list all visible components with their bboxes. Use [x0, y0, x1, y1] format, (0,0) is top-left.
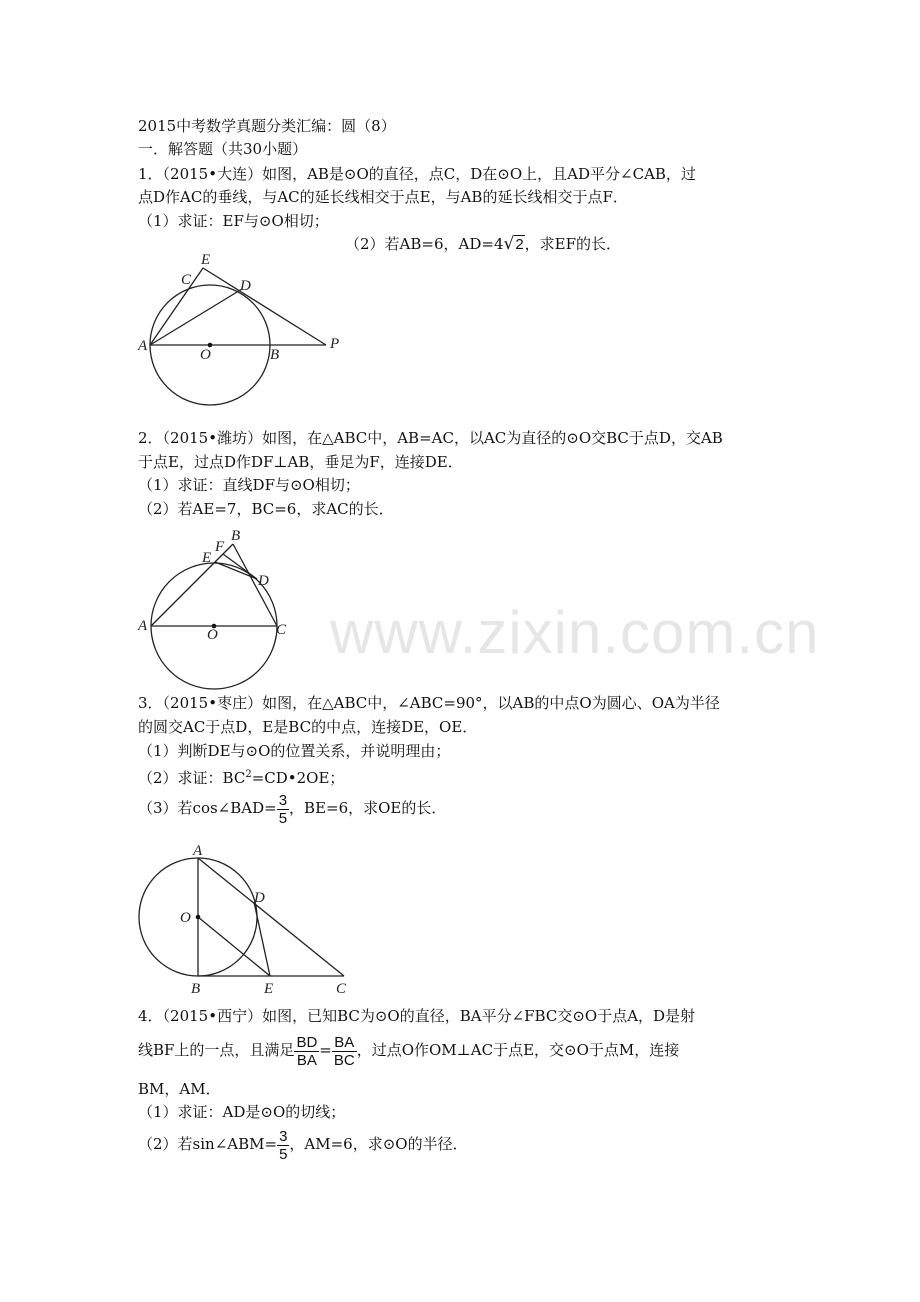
point-label-a: A	[138, 338, 148, 354]
problem-4-question-2: （2）若sin∠ABM= $\frac{3}{5}$ ，AM=6，求⊙O的半径．	[138, 1127, 468, 1163]
fraction-bd-ba: $\frac{BD}{BA}$	[296, 1033, 318, 1069]
point-label-e: E	[202, 550, 212, 566]
point-label-b: B	[231, 528, 241, 544]
document-title: 2015中考数学真题分类汇编：圆（8）	[138, 117, 396, 135]
point-label-a: A	[138, 618, 148, 634]
point-label-f: F	[215, 539, 225, 555]
problem-1-question-2: （2）若AB=6，AD=4√2，求EF的长．	[345, 234, 622, 254]
problem-number: 2．	[138, 429, 163, 447]
point-label-b: B	[270, 347, 280, 363]
problem-4-question-1: （1）求证：AD是⊙O的切线；	[138, 1103, 346, 1121]
problem-number: 3．	[138, 694, 163, 712]
point-label-b: B	[191, 981, 201, 997]
problem-3-figure	[136, 838, 366, 998]
problem-4-statement-line-1: 4．（2015•西宁）如图，已知BC为⊙O的直径，BA平分∠FBC交⊙O于点A，D是射	[138, 1007, 696, 1025]
watermark-text: www.zixin.com.cn	[330, 599, 820, 666]
problem-2-question-1: （1）求证：直线DF与⊙O相切；	[138, 476, 360, 494]
radical-value: 2	[515, 236, 524, 253]
fraction: $\frac{3}{5}$	[279, 1127, 288, 1163]
problem-3-question-3: （3）若cos∠BAD= $\frac{3}{5}$ ，BE=6，求OE的长．	[138, 791, 447, 827]
problem-2-question-2: （2）若AE=7，BC=6，求AC的长．	[138, 500, 394, 518]
problem-number: 4．	[138, 1007, 163, 1025]
fraction: $\frac{3}{5}$	[278, 791, 288, 827]
problem-2-statement-line-2: 于点E，过点D作DF⊥AB，垂足为F，连接DE．	[138, 453, 463, 471]
point-label-p: P	[330, 336, 340, 352]
point-label-c: C	[181, 272, 192, 288]
problem-source: （2015•大连）	[162, 165, 263, 183]
problem-3-statement-line-2: 的圆交AC于点D，E是BC的中点，连接DE，OE．	[138, 718, 478, 736]
problem-3-statement-line-1: 3．（2015•枣庄）如图，在△ABC中，∠ABC=90°，以AB的中点O为圆心、OA为半径	[138, 694, 720, 712]
point-label-o: O	[180, 910, 191, 926]
problem-number: 1．	[138, 165, 163, 183]
point-label-o: O	[200, 347, 211, 363]
problem-1-figure	[136, 250, 356, 410]
point-label-e: E	[264, 981, 274, 997]
problem-2-statement-line-1: 2．（2015•潍坊）如图，在△ABC中，AB=AC，以AC为直径的⊙O交BC于点D，交AB	[138, 429, 723, 447]
fraction-ba-bc: $\frac{BA}{BC}$	[333, 1033, 355, 1069]
problem-1-statement-line-1: 1．（2015•大连）如图，AB是⊙O的直径，点C，D在⊙O上，且AD平分∠CAB，过	[138, 165, 696, 183]
problem-3-question-1: （1）判断DE与⊙O的位置关系，并说明理由；	[138, 742, 451, 760]
point-label-c: C	[276, 622, 287, 638]
point-label-d: D	[254, 890, 265, 906]
point-label-a: A	[193, 843, 203, 859]
point-label-o: O	[207, 627, 218, 643]
point-label-c: C	[336, 981, 347, 997]
problem-1-question-1: （1）求证：EF与⊙O相切；	[138, 212, 329, 230]
problem-2-figure	[136, 522, 306, 692]
problem-source: （2015•西宁）	[162, 1007, 263, 1025]
problem-source: （2015•枣庄）	[162, 694, 263, 712]
problem-4-statement-line-3: BM，AM．	[138, 1080, 221, 1098]
problem-3-question-2: （2）求证：$BC^2=CD•2OE$；	[138, 769, 345, 787]
point-label-d: D	[258, 573, 269, 589]
problem-1-statement-line-2: 点D作AC的垂线，与AC的延长线相交于点E，与AB的延长线相交于点F．	[138, 188, 628, 206]
section-heading: 一．解答题（共30小题）	[138, 140, 308, 158]
problem-source: （2015•潍坊）	[162, 429, 263, 447]
point-label-e: E	[201, 252, 211, 268]
problem-4-statement-line-2: 线BF上的一点，且满足 $\frac{BD}{BA}$ = $\frac{BA}{BC}$ ，过点O作OM⊥AC于点E，交⊙O于点M，连接	[138, 1033, 680, 1069]
point-label-d: D	[240, 278, 251, 294]
